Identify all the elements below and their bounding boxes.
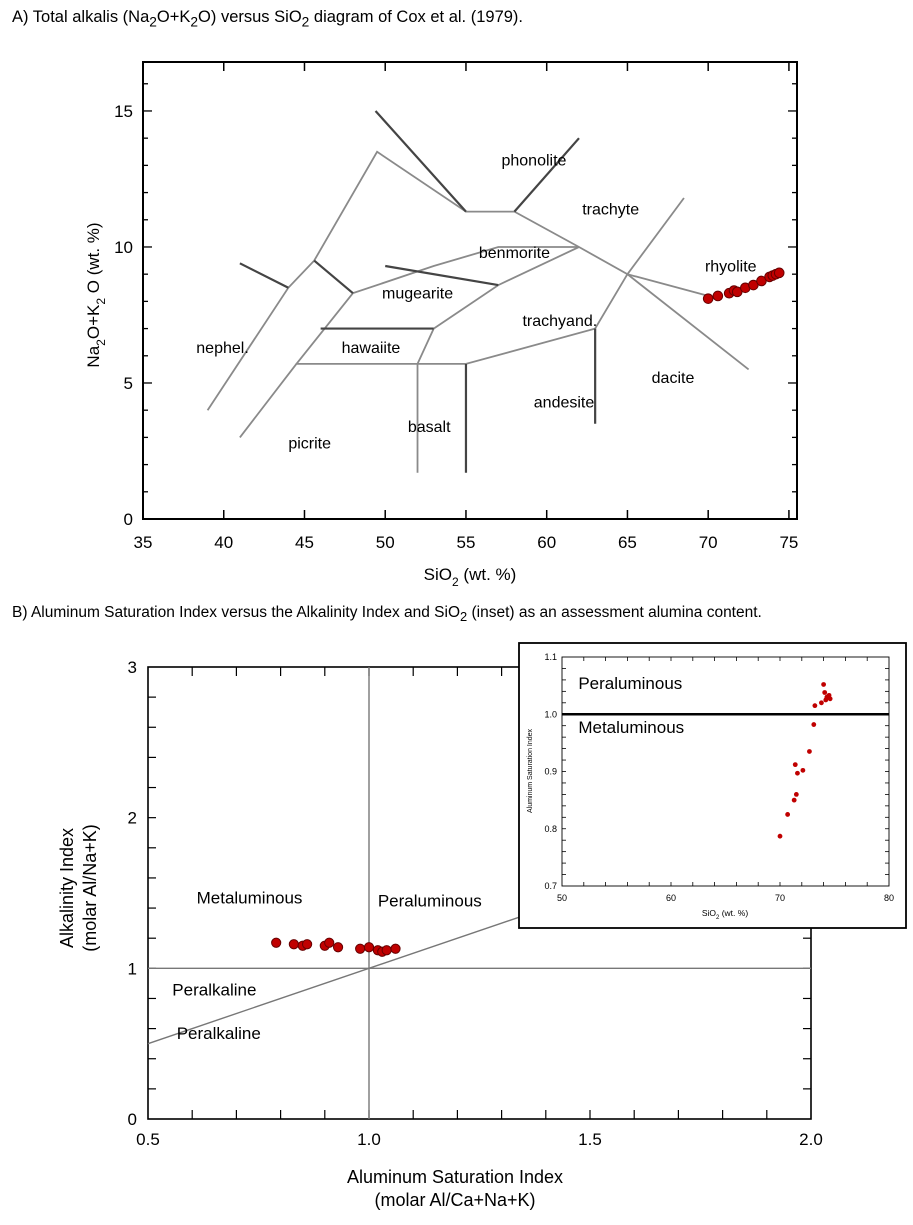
tas-field-boundary [296,244,579,364]
inset-data-point [811,722,816,727]
tas-plot-frame [143,62,797,519]
tas-field-boundary-dark [385,266,498,285]
asi-data-point [391,944,400,953]
caption-b-sub: 2 [460,609,468,625]
tas-field-label-hawaiite: hawaiite [341,340,401,358]
asi-data-point [325,938,334,947]
asi-y-axis-label-2: (molar Al/Na+K) [80,824,100,952]
tas-field-label-basalt: basalt [407,418,451,436]
tas-x-axis-label-text: SiO [423,565,453,584]
asi-x-tick-label: 0.5 [136,1130,160,1149]
inset-data-point [807,749,812,754]
inset-region-label: Metaluminous [578,718,685,738]
inset-region-label: Peraluminous [578,674,683,694]
tas-y-tick-label: 15 [114,101,133,121]
caption-a-text: diagram of Cox et al. (1979). [309,8,523,26]
tas-x-tick-label: 65 [617,533,637,552]
inset-data-point [795,771,800,776]
inset-data-point [819,700,824,705]
asi-region-label: Metaluminous [196,888,303,908]
inset-data-point [822,690,827,695]
inset-x-axis-label-text: SiO [701,908,717,918]
caption-a-text: O+K [156,8,191,26]
caption-b-text: (inset) as an assessment alumina content. [467,604,762,621]
tas-data-point [713,291,723,301]
tas-x-tick-label: 75 [779,533,799,552]
tas-y-axis-label-text: Na [84,345,103,368]
inset-y-tick-label: 1.0 [544,709,557,720]
caption-a-sub: 2 [149,14,157,30]
tas-field-boundary [208,152,709,410]
asi-y-tick-label: 0 [127,1110,137,1129]
inset-y-tick-label: 1.1 [544,652,557,662]
tas-field-boundary-dark [240,263,288,287]
caption-b-text: B) Aluminum Saturation Index versus the Alkalinity Index and SiO [12,604,461,621]
asi-y-tick-label: 2 [127,808,137,828]
tas-data-point [703,294,713,304]
tas-x-tick-label: 35 [133,533,153,552]
inset-data-point [785,812,790,817]
tas-y-tick-label: 0 [123,510,133,529]
inset-data-point [800,768,805,773]
tas-field-label-dacite: dacite [651,369,695,387]
inset-y-tick-label: 0.8 [544,823,557,834]
asi-data-point [303,940,312,949]
caption-a-text: A) Total alkalis (Na [12,8,150,26]
asi-x-tick-label: 1.0 [357,1130,381,1149]
inset-x-axis-label-sub: 2 [716,915,720,921]
tas-y-tick-label: 10 [114,237,133,257]
inset-data-point [828,696,833,701]
caption-a-sub: 2 [301,14,310,30]
inset-data-point [793,762,798,767]
inset-x-tick-label: 80 [883,893,895,903]
tas-field-label-rhyolite: rhyolite [704,258,757,276]
tas-x-tick-label: 50 [375,533,395,552]
asi-region-label: Peralkaline [176,1024,261,1044]
tas-field-label-phonolite: phonolite [501,152,567,170]
inset-box [519,643,906,928]
tas-x-axis-label-sub: 2 [452,575,459,589]
tas-field-label-trachyand: trachyand. [522,312,598,330]
asi-data-point [333,943,342,952]
tas-y-axis-label-sub: 2 [94,339,108,346]
tas-y-axis-label-text: O (wt. %) [84,222,103,298]
inset-y-tick-label: 0.7 [544,881,557,891]
tas-field-label-nephel: nephel. [196,340,249,358]
tas-x-tick-label: 60 [537,533,557,552]
asi-x-tick-label: 1.5 [578,1130,602,1149]
tas-field-label-andesite: andesite [533,394,595,412]
tas-field-boundary-dark [314,261,353,294]
tas-field-boundary-dark [514,138,579,211]
asi-y-axis-label: Alkalinity Index [57,827,77,949]
tas-field-label-mugearite: mugearite [381,285,454,303]
tas-x-tick-label: 45 [295,533,314,552]
asi-data-point [356,944,365,953]
inset-y-tick-label: 0.9 [544,766,557,777]
tas-x-axis-label-unit: (wt. %) [458,565,517,584]
asi-x-axis-label: Aluminum Saturation Index [346,1167,564,1187]
asi-region-label: Peralkaline [172,980,257,1000]
tas-data-point [774,268,784,278]
tas-field-boundary-dark [376,111,466,212]
asi-y-tick-label: 3 [127,658,137,677]
asi-x-axis-label-2: (molar Al/Ca+Na+K) [374,1190,536,1210]
asi-x-tick-label: 2.0 [799,1130,823,1149]
inset-data-point [812,703,817,708]
inset-data-point [792,798,797,803]
inset-x-tick-label: 60 [665,893,677,903]
tas-field-label-benmorite: benmorite [478,244,551,262]
caption-a-text: O) versus SiO [198,8,302,26]
tas-field-label-trachyte: trachyte [582,201,640,219]
tas-y-axis-label [84,222,108,367]
inset-x-tick-label: 70 [774,893,786,903]
tas-field-label-picrite: picrite [288,435,332,453]
asi-data-point [364,943,373,952]
asi-y-tick-label: 1 [127,959,137,979]
tas-field-boundary [240,274,749,437]
inset-data-point [778,834,783,839]
tas-y-tick-label: 5 [123,373,133,393]
tas-y-axis-label-text: O+K [84,304,103,340]
tas-x-tick-label: 55 [456,533,476,552]
tas-x-tick-label: 40 [214,533,234,552]
inset-y-axis-label: Aluminum Saturation Index [527,728,534,814]
inset-x-axis-label-unit: (wt. %) [719,908,749,918]
tas-x-axis-label [424,565,517,589]
asi-data-point [272,938,281,947]
inset-data-point [823,698,828,703]
inset-x-tick-label: 50 [556,893,568,903]
caption-a-sub: 2 [190,14,199,30]
tas-x-tick-label: 70 [698,533,718,552]
tas-y-axis-label-sub: 2 [94,297,108,305]
asi-data-point [289,940,298,949]
asi-data-point [382,946,391,955]
inset-data-point [794,792,799,797]
asi-region-label: Peraluminous [377,891,482,911]
inset-data-point [821,682,826,687]
